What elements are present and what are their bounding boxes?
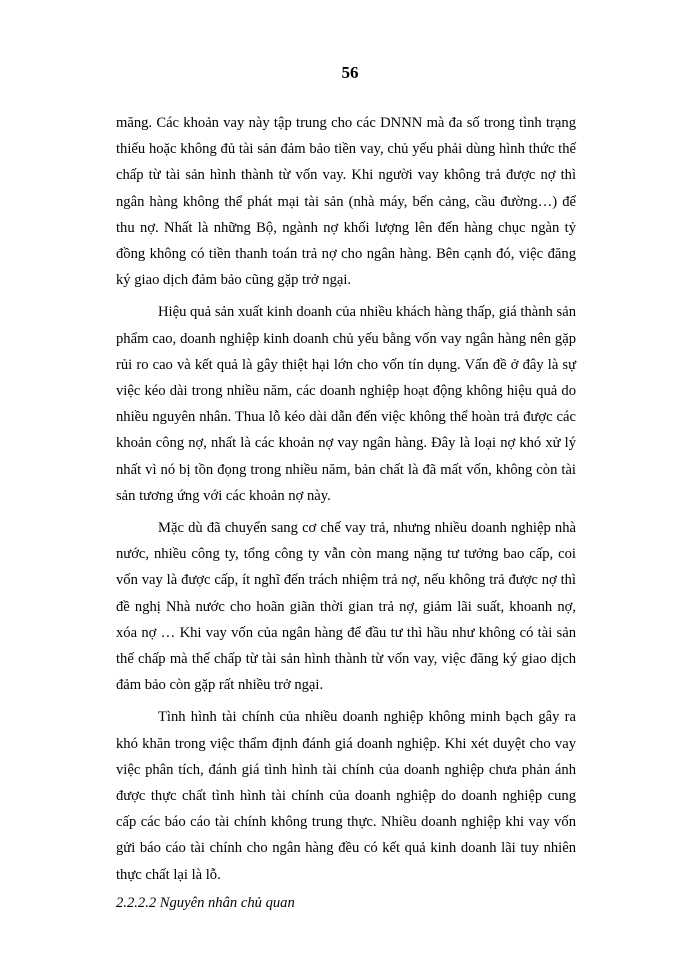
document-body xyxy=(116,110,576,916)
paragraph-financial-transparency: Tình hình tài chính của nhiều doanh nghiệp không minh bạch gây ra khó khăn trong việc thẩm định đánh giá doanh nghiệp. Khi xét duyệt cho vay việc phân tích, đánh giá tình hình tài chính của doanh nghiệp chưa phản ánh được thực chất tình hình tài chính của doanh nghiệp do doanh nghiệp cung cấp các báo cáo tài chính không trung thực. Nhiều doanh nghiệp khi vay vốn gửi báo cáo tài chính cho ngân hàng đều có kết quả kinh doanh lãi tuy nhiên thực chất lại là lỗ. xyxy=(116,709,576,883)
paragraph-continuation: măng. Các khoản vay này tập trung cho các DNNN mà đa số trong tình trạng thiếu hoặc không đủ tài sản đảm bảo tiền vay, chủ yếu phải dùng hình thức thế chấp từ tài sản hình thành từ vốn vay. Khi người vay không trả được nợ thì ngân hàng không thể phát mại tài sản (nhà máy, bến cảng, cầu đường…) để thu nợ. Nhất là những Bộ, ngành nợ khối lượng lên đến hàng chục ngàn tỷ đồng không có tiền thanh toán trả nợ cho ngân hàng. Bên cạnh đó, việc đăng ký giao dịch đảm bảo cũng gặp trở ngại. xyxy=(116,115,576,289)
page-number: 56 xyxy=(341,63,359,82)
paragraph-business-efficiency: Hiệu quả sản xuất kinh doanh của nhiều khách hàng thấp, giá thành sản phẩm cao, doanh nghiệp kinh doanh chủ yếu bằng vốn vay ngân hàng nên gặp rủi ro cao và kết quả là gây thiệt hại lớn cho vốn tín dụng. Vấn đề ở đây là sự việc kéo dài trong nhiều năm, các doanh nghiệp hoạt động không hiệu quả do nhiều nguyên nhân. Thua lỗ kéo dài dẫn đến việc không thể hoàn trả được các khoản công nợ, nhất là các khoản nợ vay ngân hàng. Đây là loại nợ khó xử lý nhất vì nó bị tồn đọng trong nhiều năm, bản chất là đã mất vốn, không còn tài sản tương ứng với các khoản nợ này. xyxy=(116,304,576,504)
section-heading: 2.2.2.2 Nguyên nhân chủ quan xyxy=(116,894,295,911)
paragraph-subsidy-mindset: Mặc dù đã chuyển sang cơ chế vay trả, nhưng nhiều doanh nghiệp nhà nước, nhiều công ty, tổng công ty vẫn còn mang nặng tư tưởng bao cấp, coi vốn vay là được cấp, ít nghĩ đến trách nhiệm trả nợ, nếu không trả được nợ thì đề nghị Nhà nước cho hoãn giãn thời gian trả nợ, giảm lãi suất, khoanh nợ, xóa nợ … Khi vay vốn của ngân hàng để đầu tư thì hầu như không có tài sản thế chấp mà thế chấp từ tài sản hình thành từ vốn vay, việc đăng ký giao dịch đảm bảo còn gặp rất nhiều trở ngại. xyxy=(116,520,576,694)
